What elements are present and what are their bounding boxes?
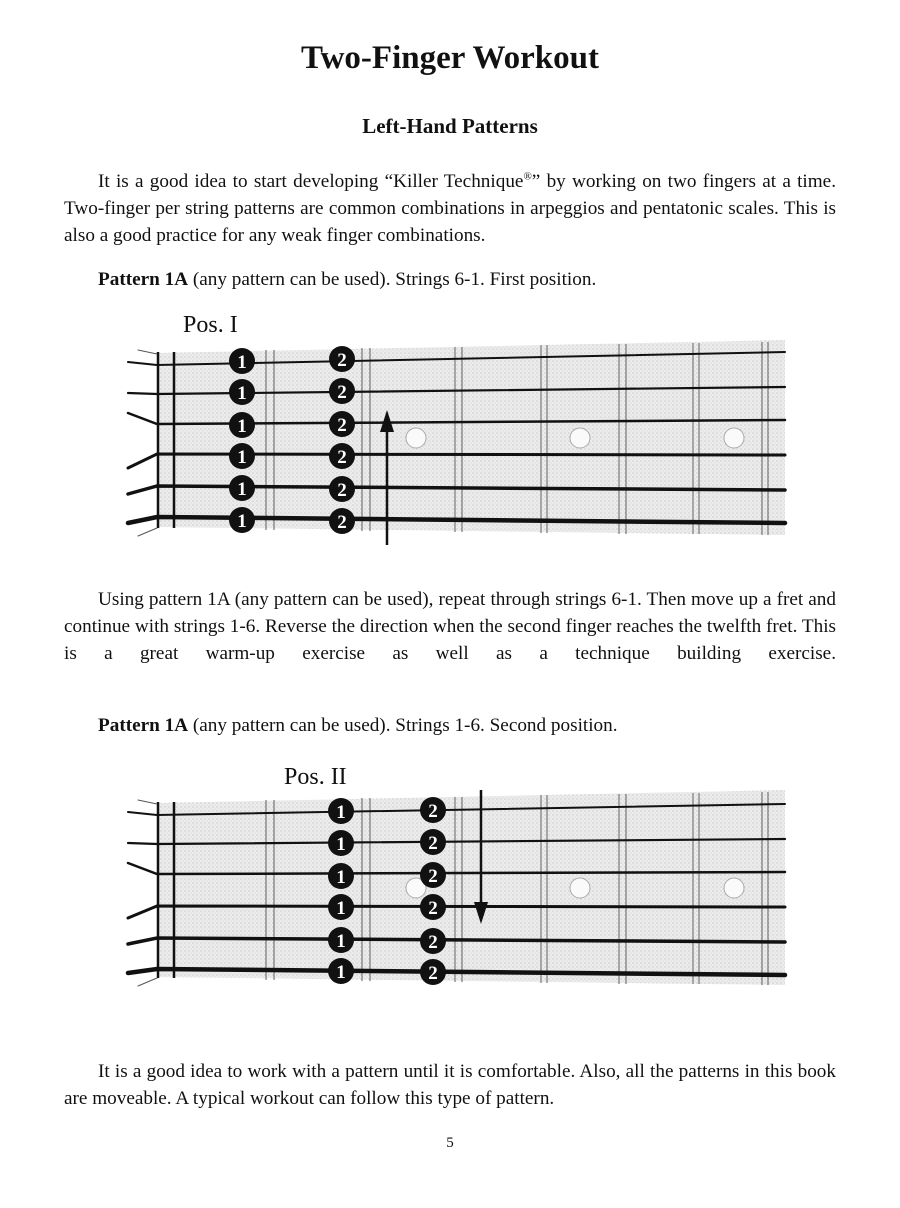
finger-marker — [229, 348, 255, 374]
finger-number: 2 — [337, 350, 347, 371]
finger-marker — [329, 378, 355, 404]
finger-marker — [229, 507, 255, 533]
pattern-1-caption — [98, 266, 858, 293]
pattern-2-description: (any pattern can be used). Strings 1-6. Second position. — [188, 715, 618, 736]
finger-marker — [328, 927, 354, 953]
finger-marker — [229, 443, 255, 469]
finger-marker — [229, 379, 255, 405]
registered-mark: ® — [523, 170, 532, 183]
closing-paragraph: It is a good idea to work with a pattern until it is comfortable. Also, all the patterns in this book are moveable. A typical workout can follow this type of pattern. — [64, 1061, 836, 1110]
finger-marker — [229, 412, 255, 438]
finger-number: 2 — [428, 963, 438, 984]
section-subtitle: Left-Hand Patterns — [362, 114, 538, 138]
finger-number: 1 — [336, 962, 346, 983]
pattern-2-caption — [98, 712, 858, 739]
diagram-1-position-label: Pos. I — [183, 312, 238, 338]
finger-marker — [420, 894, 446, 920]
finger-number: 2 — [337, 415, 347, 436]
page-title: Two-Finger Workout — [301, 40, 599, 76]
finger-number: 2 — [337, 447, 347, 468]
finger-number: 1 — [237, 416, 247, 437]
finger-number: 2 — [428, 833, 438, 854]
finger-marker — [328, 863, 354, 889]
finger-marker — [329, 346, 355, 372]
finger-marker — [328, 830, 354, 856]
finger-number: 1 — [237, 383, 247, 404]
diagram-2-position-label: Pos. II — [284, 764, 347, 790]
finger-number: 2 — [428, 801, 438, 822]
pattern-2-label: Pattern 1A — [98, 715, 189, 736]
finger-marker — [420, 797, 446, 823]
finger-marker — [229, 475, 255, 501]
finger-number: 1 — [336, 898, 346, 919]
finger-number: 1 — [336, 834, 346, 855]
finger-number: 2 — [428, 898, 438, 919]
finger-number: 1 — [336, 802, 346, 823]
intro-text-b: ” by working on two fingers at a time. Two-finger per string patterns are common combinations in arpeggios and pentatonic scales. This is also a good practice for any weak finger combinations. — [64, 171, 836, 247]
finger-number: 2 — [428, 866, 438, 887]
fretboard-diagram-1 — [0, 340, 900, 555]
finger-marker — [420, 862, 446, 888]
pattern-1-label: Pattern 1A — [98, 269, 189, 290]
finger-number: 1 — [237, 511, 247, 532]
page-number: 5 — [446, 1135, 454, 1151]
intro-paragraph — [64, 168, 836, 250]
finger-marker — [420, 928, 446, 954]
finger-marker — [329, 508, 355, 534]
pattern-1-description: (any pattern can be used). Strings 6-1. First position. — [188, 269, 597, 290]
finger-number: 1 — [336, 931, 346, 952]
finger-number: 1 — [237, 479, 247, 500]
finger-marker — [328, 894, 354, 920]
finger-number: 2 — [337, 480, 347, 501]
finger-number: 1 — [237, 352, 247, 373]
finger-marker — [329, 476, 355, 502]
finger-number: 2 — [337, 512, 347, 533]
finger-number: 1 — [237, 447, 247, 468]
finger-marker — [328, 798, 354, 824]
finger-marker — [329, 411, 355, 437]
finger-marker — [420, 829, 446, 855]
intro-text-a: It is a good idea to start developing “Killer Technique — [98, 171, 524, 192]
finger-marker — [328, 958, 354, 984]
finger-marker — [329, 443, 355, 469]
fretboard-background — [157, 790, 785, 985]
middle-paragraph: Using pattern 1A (any pattern can be used), repeat through strings 6-1. Then move up a fret and continue with strings 1-6. Reverse the direction when the second finger reaches the twelfth fret. This is a great warm-up exercise as well as a technique building exercise. — [64, 589, 836, 665]
finger-number: 2 — [337, 382, 347, 403]
finger-number: 1 — [336, 867, 346, 888]
finger-marker — [420, 959, 446, 985]
finger-number: 2 — [428, 932, 438, 953]
fretboard-diagram-2 — [0, 790, 900, 1005]
